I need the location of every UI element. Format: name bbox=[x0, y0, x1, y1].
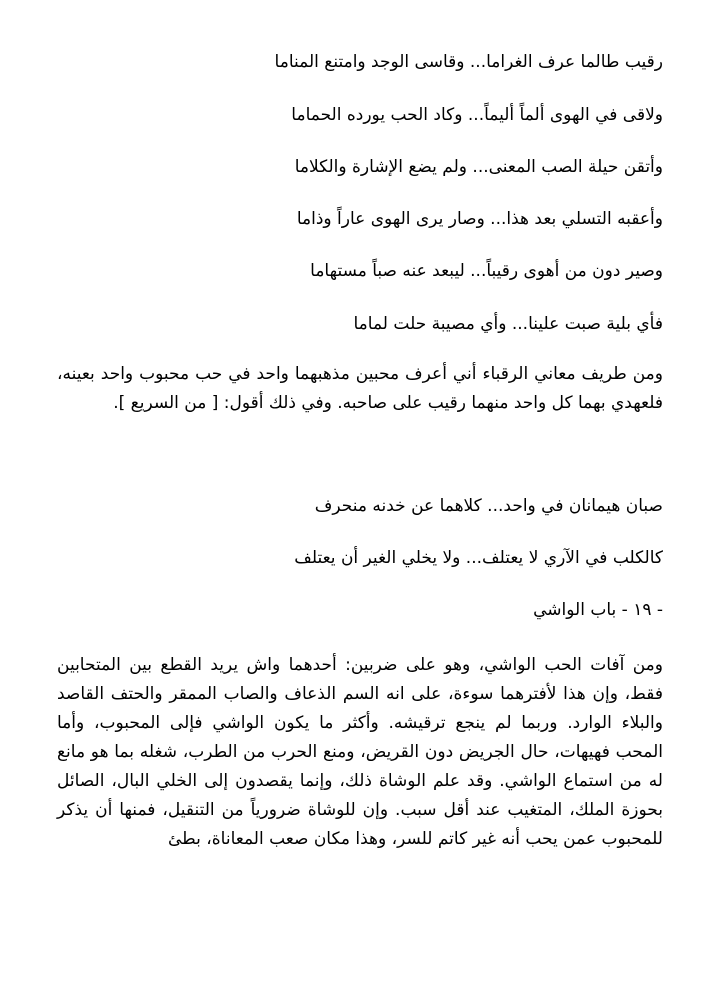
poem-verse: ولاقى في الهوى ألماً أليماً... وكاد الحب يورده الحماما bbox=[291, 105, 663, 125]
chapter-heading: - ١٩ - باب الواشي bbox=[533, 600, 663, 620]
poem-verse: صبان هيمانان في واحد... كلاهما عن خدنه منحرف bbox=[314, 496, 663, 516]
poem-verse: وأعقبه التسلي بعد هذا... وصار يرى الهوى عاراً وذاما bbox=[296, 209, 663, 229]
poem-verse: كالكلب في الآري لا يعتلف... ولا يخلي الغير أن يعتلف bbox=[294, 548, 663, 568]
poem-verse: وصير دون من أهوى رقيباً... ليبعد عنه صباً مستهاما bbox=[310, 261, 663, 281]
prose-paragraph: ومن طريف معاني الرقباء أني أعرف محبين مذهبهما واحد في حب محبوب واحد بعينه، فلعهدي بهما كل واحد منهما رقيب على صاحبه. وفي ذلك أقول: [ من السريع ]. bbox=[57, 364, 663, 413]
poem-verse: فأي بلية صبت علينا... وأي مصيبة حلت لماما bbox=[353, 314, 663, 334]
poem-verse: رقيب طالما عرف الغراما... وقاسى الوجد وامتنع المناما bbox=[274, 52, 663, 72]
poem-verse: وأتقن حيلة الصب المعنى... ولم يضع الإشارة والكلاما bbox=[294, 157, 663, 177]
prose-paragraph: ومن آفات الحب الواشي، وهو على ضربين: أحدهما واش يريد القطع بين المتحابين فقط، وإن هذا لأفترهما سوءة، على انه السم الذعاف والصاب الممقر والحتف القاصد والبلاء الوارد. وربما لم ينجع ترقيشه. وأكثر ما يكون الواشي فإلى المحبوب، وأما المحب فهيهات، حال الجريض دون القريض، ومنع الحرب من الطرب، شغله بما هو مانع له من استماع الواشي. وقد علم الوشاة ذلك، وإنما يقصدون إلى الخلي البال، الصائل بحوزة الملك، المتغيب عند أقل سبب. وإن للوشاة ضرورياً من التنقيل، فمنها أن يذكر للمحبوب عمن يحب أنه غير كاتم للسر، وهذا مكان صعب المعاناة، بطئ bbox=[57, 655, 663, 849]
